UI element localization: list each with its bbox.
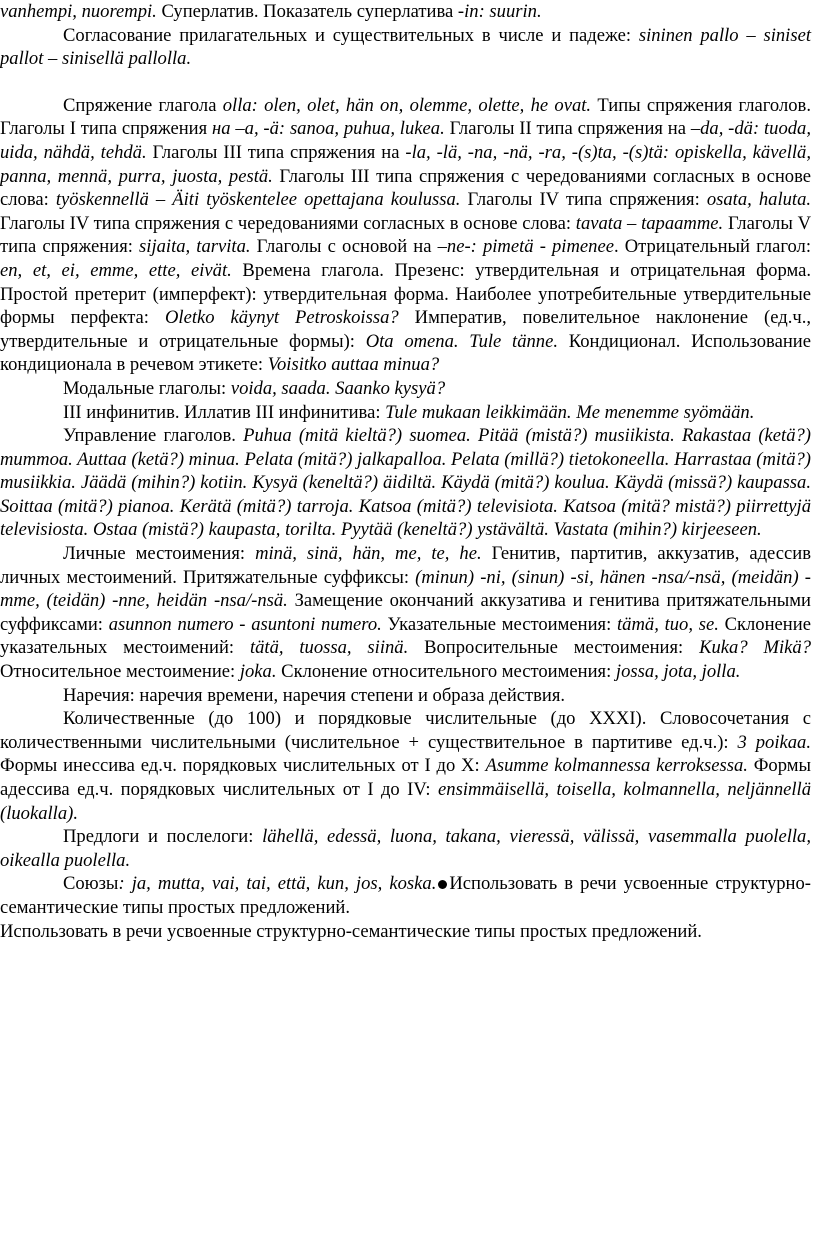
text: III инфинитив. Иллатив III инфинитива: <box>63 401 386 423</box>
italic-text: –ne-: pimetä - pimenee <box>437 236 614 258</box>
text: Модальные глаголы: <box>63 377 231 399</box>
text: Глаголы III типа спряжения на <box>146 141 406 163</box>
italic-text: joka. <box>239 661 277 683</box>
italic-text: tämä, tuo, se. <box>617 613 719 635</box>
paragraph-p7 <box>0 684 811 708</box>
text: Времена глагола. Презенс: утвердительная и отрицательная форма. Простой претерит (имперфект): утвердительная форма. Наиболее употребительные утвердительные формы перфекта: <box>0 259 812 329</box>
text: Спряжение глагола <box>63 94 223 116</box>
paragraph-p2 <box>0 94 811 377</box>
italic-text: Kuka? Mikä? <box>699 637 811 659</box>
text: Формы адессива ед.ч. порядковых числительных от I до IV: <box>0 755 811 800</box>
text: Генитив, партитив, аккузатив, адессив личных местоимений. Притяжательные суффиксы: <box>0 543 811 588</box>
bullet-icon <box>438 880 447 889</box>
italic-text: Puhua (mitä kieltä?) suomea. Pitää (mistä?) musiikista. Rakastaa (ketä?) mummoa. Auttaa (ketä?) minua. Pelata (mitä?) jalkapalloa. Pelata (millä?) tietokoneella. Harrastaa (mitä?) musiikkia. Jäädä (mihin?) kotiin. Kysyä (keneltä?) äidiltä. Käydä (mitä?) koulua. Käydä (missä?) kaupassa. Soittaa (mitä?) pianoa. Kerätä (mitä?) tarroja. Katsoa (mitä?) televisiota. Katsoa (mitä? mistä?) piirrettyjä televisiosta. Ostaa (mistä?) kaupasta, torilta. Pyytää (keneltä?) ystävältä. Vastata (mihin?) kirjeeseen. <box>0 425 811 541</box>
paragraph-p4 <box>0 401 811 425</box>
italic-text: ensimmäisellä, toisella, kolmannella, neljännellä (luokalla). <box>0 779 812 824</box>
paragraph-p10 <box>0 872 811 919</box>
italic-text: на –a, -ä: sanoa, puhua, lukea. <box>212 118 445 140</box>
paragraph-spacer <box>0 71 811 94</box>
italic-text: olla: olen, olet, hän on, olemme, olette, he ovat. <box>222 94 592 116</box>
text: Типы спряжения глаголов. Глаголы I типа спряжения <box>0 94 811 140</box>
italic-text: –da, -dä: tuoda, uida, nähdä, tehdä. <box>0 118 811 163</box>
paragraph-p9 <box>0 825 811 872</box>
text: Глаголы IV типа спряжения: <box>460 189 707 211</box>
paragraph-p11 <box>0 920 811 944</box>
text: Склонение указательных местоимений: <box>0 613 811 659</box>
text: Замещение окончаний аккузатива и генитива притяжательными суффиксами: <box>0 590 811 635</box>
text: Согласование прилагательных и существительных в числе и падеже: <box>63 24 639 46</box>
italic-text: en, et, ei, emme, ette, eivät. <box>0 259 232 281</box>
text: Использовать в речи усвоенные структурно-семантические типы простых предложений. <box>0 920 702 942</box>
italic-text: Tule mukaan leikkimään. Me menemme syömään. <box>385 401 755 423</box>
italic-text: tavata – tapaamme. <box>575 212 724 234</box>
italic-text: sininen pallo – siniset pallot – sinisellä pallolla. <box>0 24 811 70</box>
text: Личные местоимения: <box>63 543 256 565</box>
italic-text: Voisitko auttaa minua? <box>267 354 440 376</box>
text: Глаголы III типа спряжения с чередованиями согласных в основе слова: <box>0 165 811 211</box>
paragraph-p1 <box>0 24 811 71</box>
text: Глаголы II типа спряжения на <box>444 118 691 140</box>
italic-text: sijaita, tarvita. <box>139 236 251 258</box>
text: Формы инессива ед.ч. порядковых числительных от I до X: <box>0 755 486 777</box>
italic-text: (minun) -ni, (sinun) -si, hänen -nsa/-nsä, (meidän) -mme, (teidän) -nne, heidän -nsa/-nsä. <box>0 566 811 612</box>
text: Императив, повелительное наклонение (ед.ч., утвердительные и отрицательные формы): <box>0 307 811 352</box>
italic-text: minä, sinä, hän, me, te, he. <box>255 543 482 565</box>
text: Глаголы с основой на <box>250 236 438 258</box>
text: Предлоги и послелоги: <box>63 826 263 848</box>
text: Склонение относительного местоимения: <box>276 661 616 683</box>
italic-text: voida, saada. Saanko kysyä? <box>230 377 446 399</box>
paragraph-p6 <box>0 542 811 684</box>
paragraph-p8 <box>0 707 811 825</box>
italic-text: jossa, jota, jolla. <box>615 661 741 683</box>
italic-text: Asumme kolmannessa kerroksessa. <box>485 755 748 777</box>
italic-text: lähellä, edessä, luona, takana, vieressä, välissä, vasemmalla puolella, oikealla puolella. <box>0 826 811 871</box>
italic-text: Ota omena. Tule tänne. <box>365 330 558 352</box>
text: Наречия: наречия времени, наречия степени и образа действия. <box>63 684 566 706</box>
text: Союзы <box>63 873 119 895</box>
paragraph-p5 <box>0 424 811 542</box>
italic-text: työskennellä – Äiti työskentelee opettajana koulussa. <box>55 189 461 211</box>
italic-text: -la, -lä, -na, -nä, -ra, -(s)ta, -(s)tä: opiskella, kävellä, panna, mennä, purra, juosta, pestä. <box>0 141 811 187</box>
paragraph-p0 <box>0 0 811 24</box>
italic-text: in: suurin. <box>464 1 542 22</box>
italic-text: vanhempi, nuorempi. <box>0 1 157 22</box>
text: Указательные местоимения: <box>381 613 617 635</box>
text: Вопросительные местоимения: <box>408 637 700 659</box>
text: Кондиционал. Использование кондиционала в речевом этикете: <box>0 330 812 376</box>
italic-text: tätä, tuossa, siinä. <box>249 637 409 659</box>
text: Относительное местоимение: <box>0 661 240 683</box>
text: Управление глаголов. <box>63 425 244 447</box>
paragraph-p3 <box>0 377 811 401</box>
text: Суперлатив. Показатель суперлатива - <box>156 1 465 22</box>
text: . Отрицательный глагол: <box>613 236 811 258</box>
italic-text: Oletko käynyt Petroskoissa? <box>164 307 399 329</box>
text: Использовать в речи усвоенные структурно-семантические типы простых предложений. <box>0 873 811 918</box>
text: Глаголы V типа спряжения: <box>0 212 812 258</box>
italic-text: asunnon numero - asuntoni numero. <box>108 613 382 635</box>
italic-text: 3 poikaa. <box>737 731 812 753</box>
italic-text: : ja, mutta, vai, tai, että, kun, jos, koska. <box>118 873 437 895</box>
italic-text: osata, haluta. <box>706 189 812 211</box>
text: Количественные (до 100) и порядковые числительные (до XXXI). Словосочетания с количественными числительными (числительное + существительное в партитиве ед.ч.): <box>0 708 811 753</box>
text: Глаголы IV типа спряжения с чередованиями согласных в основе слова: <box>0 212 576 234</box>
